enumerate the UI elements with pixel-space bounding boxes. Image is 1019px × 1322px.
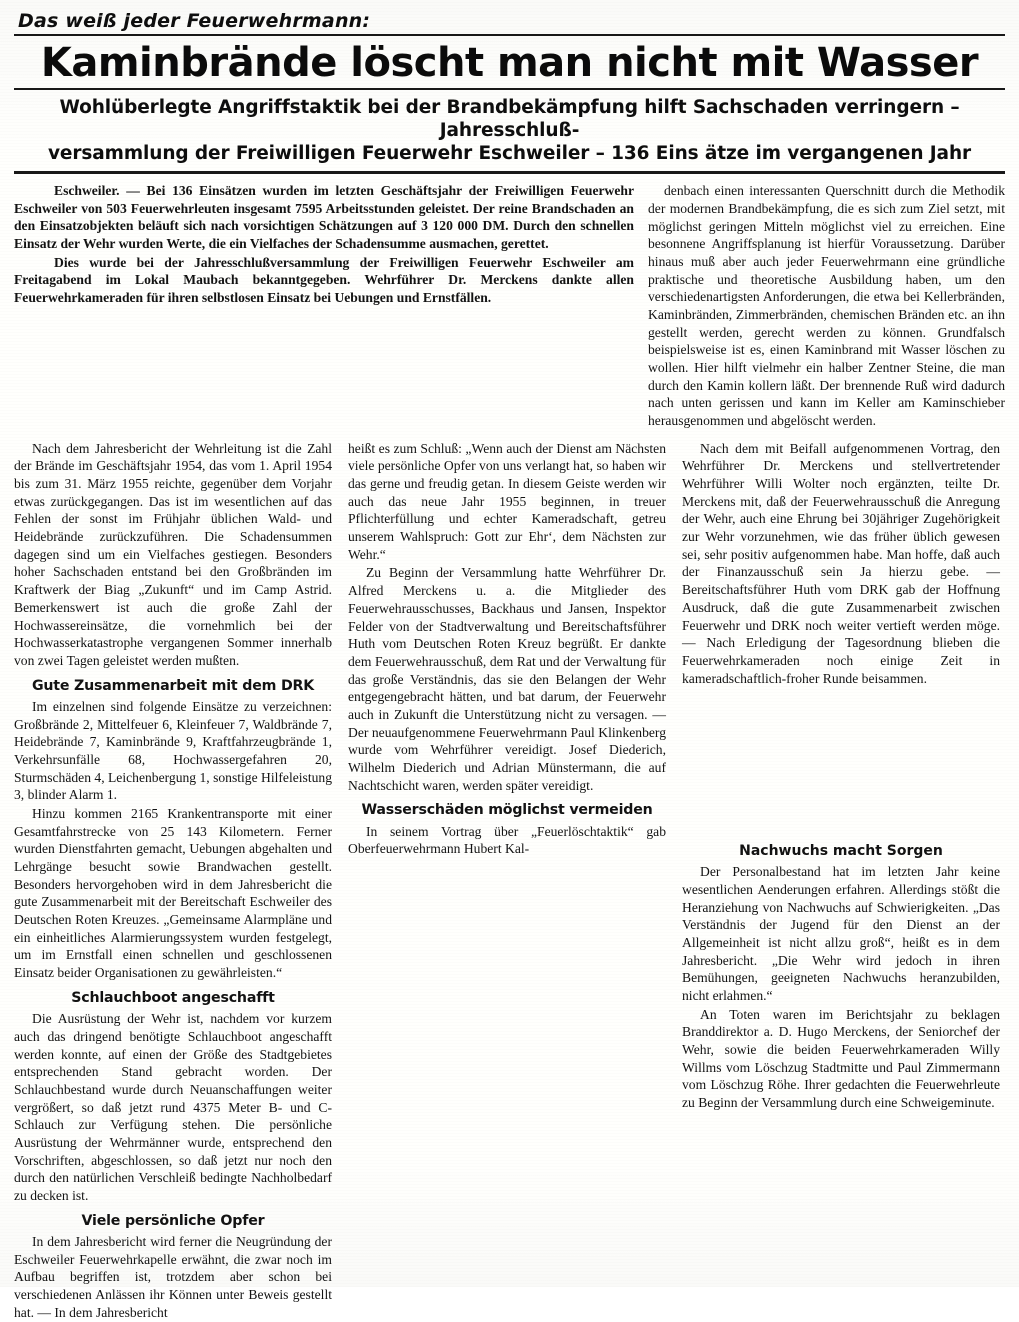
lead-paragraph-1: Eschweiler. — Bei 136 Einsätzen wurden im letzten Geschäftsjahr der Freiwilligen Feuerwehr Eschweiler von 503 Feuerwehrleuten insgesamt 7595 Arbeitsstunden geleistet. Der reine Brandschaden an den Einsatzobjekten beläuft sich nach vorsichtigen Schätzungen auf 3 120 000 DM. Durch den schnellen Einsatz der Wehr wurden Werte, die ein Vielfaches der Schadensumme ausmachen, gerettet. xyxy=(14,183,634,251)
kicker-text: Das weiß jeder Feuerwehrmann: xyxy=(18,10,371,32)
col1-paragraph-2: Im einzelnen sind folgende Einsätze zu verzeichnen: Großbrände 2, Mittelfeuer 6, Kleinfeuer 7, Waldbrände 7, Heidebrände 7, Kaminbrände 9, Kraftfahrzeugbrände 1, Verkehrsunfälle 68, Hochwassergefahren 20, Sturmschäden 4, Leichenbergung 1, sonstige Hilfeleistung 3, blinder Alarm 1. xyxy=(14,698,333,803)
headline: Kaminbrände löscht man nicht mit Wasser xyxy=(40,40,979,86)
main-columns xyxy=(0,432,1019,1322)
rule-under-headline xyxy=(14,88,1005,90)
column-one xyxy=(14,440,332,1322)
subhead-line-1: Wohlüberlegte Angriffstaktik bei der Brandbekämpfung hilft Sachschaden verringern – Jahresschluß- xyxy=(59,97,960,142)
col2-paragraph-2: Zu Beginn der Versammlung hatte Wehrführer Dr. Alfred Merckens u. a. die Mitglieder des Feuerwehrausschusses, Backhaus und Jansen, Inspektor Felder von der Stadtverwaltung und Bereitschaftsführer Huth vom Deutschen Roten Kreuz begrüßt. Er dankte dem Feuerwehrausschuß, dem Rat und der Verwaltung für das große Verständnis, das sie den Belangen der Wehr entgegengebracht hätten, und bat darum, der Feuerwehr auch in Zukunft die Unterstützung nicht zu versagen. — Der neuaufgenommene Feuerwehrmann Paul Klinkenberg wurde vom Wehrführer vereidigt. Josef Diederich, Wilhelm Diederich und Adrian Münstermann, die auf Nachtschicht waren, werden später vereidigt. xyxy=(348,565,666,793)
col1-paragraph-4: Die Ausrüstung der Wehr ist, nachdem vor kurzem auch das dringend benötigte Schlauchboot angeschafft werden konnte, auf einen der Größe des Stadtgebietes entsprechenden Stand gebracht worden. Der Schlauchbestand wurde durch Neuanschaffungen weiter vergrößert, so daß jetzt rund 4375 Meter B- und C-Schlauch zur Verfügung stehen. Die persönliche Ausrüstung der Wehrmänner wurde, entsprechend den Vorschriften, abgeschlossen, so daß jetzt nur noch den durch den natürlichen Verschleiß bedingte Nachholbedarf zu decken ist. xyxy=(14,1011,332,1203)
lead-right-column xyxy=(648,182,1005,431)
column-three xyxy=(682,440,1000,1113)
col2-paragraph-1: heißt es zum Schluß: „Wenn auch der Dienst am Nächsten viele persönliche Opfer von uns verlangt hat, so haben wir das gerne und freudig getan. In diesem Geiste werden wir auch das neue Jahr 1955 beginnen, in treuer Pflichterfüllung und echter Kameradschaft, getreu unserem Wahlspruch: Gott zur Ehr‘, dem Nächsten zur Wehr.“ xyxy=(348,440,666,562)
subhead-line-2: versammlung der Freiwilligen Feuerwehr Eschweiler – 136 Eins ätze im vergangenen Jahr xyxy=(47,143,972,165)
col3-paragraph-1: Nach dem mit Beifall aufgenommenen Vortrag, den Wehrführer Dr. Merckens und stellvertretender Wehrführer Willi Wolter noch ergänzten, teilte Dr. Merckens mit, daß der Feuerwehrausschuß die Anregung der Wehr, auch eine Ehrung bei 30jähriger Zugehörigkeit zur Wehr vorzunehmen, wie das früher üblich gewesen sei, sehr positiv aufgenommen habe. Man hoffe, daß auch der Finanzausschuß sein Ja hierzu gebe. — Bereitschaftsführer Huth vom DRK gab der Hoffnung Ausdruck, daß die gute Zusammenarbeit zwischen Feuerwehr und DRK noch weiter vertieft werden möge. — Nach Erledigung der Tagesordnung blieben die Feuerwehrkameraden noch einige Zeit in kameradschaftlich-froher Runde beisammen. xyxy=(682,440,1000,686)
col1-paragraph-1: Nach dem Jahresbericht der Wehrleitung ist die Zahl der Brände im Geschäftsjahr 1954, das vom 1. April 1954 bis zum 31. März 1955 reichte, gegenüber dem Vorjahr etwas zurückgegangen. Das ist im wesentlichen auf das Fehlen der sonst im Frühjahr üblichen Wald- und Heidebrände zurückzuführen. Die Schadensummen dagegen sind um ein Vielfaches gestiegen. Besonders hoher Sachschaden entstand bei den Großbränden im Kraftwerk der Biag „Zukunft“ und im Camp Astrid. Bemerkenswert ist auch die große Zahl der Hochwassereinsätze, die vornehmlich bei der Hochwasserkatastrophe vergangenen Sommer innerhalb von zwei Tagen geleistet werden mußten. xyxy=(14,440,332,668)
col1-subheading-opfer: Viele persönliche Opfer xyxy=(81,1212,265,1229)
col2-subheading-wasserschaeden: Wasserschäden möglichst vermeiden xyxy=(361,802,653,819)
col1-paragraph-3: Hinzu kommen 2165 Krankentransporte mit einer Gesamtfahrstrecke von 25 143 Kilometern. Ferner wurden Dienstfahrten gemacht, Uebungen abgehalten und Lehrgänge besucht sowie Brandwachen gestellt. Besonders hervorgehoben wird in dem Jahresbericht die gute Zusammenarbeit mit der Bereitschaft Eschweiler des Deutschen Roten Kreuzes. „Gemeinsame Alarmpläne und ein einheitliches Alarmierungssystem wurden festgelegt, um im Ernstfall einen schnellen und geschlossenen Einsatz beider Organisationen zu gewährleisten.“ xyxy=(14,806,332,981)
col3-paragraph-nachwuchs-1: Der Personalbestand hat im letzten Jahr keine wesentlichen Aenderungen erfahren. Allerdings stößt die Heranziehung von Nachwuchs auf Schwierigkeiten. „Das Verständnis der Jugend für den Dienst an der Allgemeinheit ist nicht allzu groß“, heißt es in dem Jahresbericht. „Die Wehr wird jedoch in ihren Bemühungen, geeigneten Nachwuchs heranzubilden, nicht erlahmen.“ xyxy=(682,864,1000,1004)
lead-left-column xyxy=(14,182,634,431)
col3-paragraph-nachwuchs-2: An Toten waren im Berichtsjahr zu beklagen Branddirektor a. D. Hugo Merckens, der Seniorchef der Wehr, sowie die beiden Feuerwehrkameraden Willy Willms vom Löschzug Stadtmitte und Paul Zimmermann vom Löschzug Röhe. Ihrer gedachten die Feuerwehrleute zu Beginn der Versammlung durch eine Schweigeminute. xyxy=(682,1006,1000,1111)
lead-block xyxy=(0,174,1019,431)
lead-paragraph-2: Dies wurde bei der Jahresschlußversammlung der Freiwilligen Feuerwehr Eschweiler am Freitagabend im Lokal Maubach bekanntgegeben. Wehrführer Dr. Merckens dankte allen Feuerwehrkameraden für ihren selbstlosen Einsatz bei Uebungen und Ernstfällen. xyxy=(14,254,634,305)
col3-subheading-nachwuchs: Nachwuchs macht Sorgen xyxy=(739,843,943,860)
col1-subheading-schlauchboot: Schlauchboot angeschafft xyxy=(71,989,275,1006)
col3-spacer xyxy=(682,688,1000,838)
lead-right-paragraph-1: denbach einen interessanten Querschnitt durch die Methodik der modernen Brandbekämpfung, die es sich zum Ziel setzt, mit möglichst geringen Mitteln möglichst viel zu erreichen. Eine besonnene Angriffsplanung ist hierfür Voraussetzung. Darüber hinaus muß aber auch jeder Feuerwehrmann eine gründliche praktische und theoretische Ausbildung haben, um den verschiedenartigsten Anforderungen, die etwa bei Kellerbränden, Kaminbränden, Zimmerbränden, chemischen Bränden etc. an ihn gestellt werden, gerecht werden zu können. Grundfalsch beispielsweise ist es, einen Kaminbrand mit Wasser löschen zu wollen. Hier hilft vielmehr ein halber Zentner Steine, die man durch den Kamin kollern läßt. Der brennende Ruß wird dadurch nach unten gerissen und kann im Keller am Kaminschieber herausgenommen und abgelöscht werden. xyxy=(648,183,1005,429)
col1-subheading-drk: Gute Zusammenarbeit mit dem DRK xyxy=(31,677,315,694)
masthead xyxy=(0,0,1019,174)
col2-paragraph-3: In seinem Vortrag über „Feuerlöschtaktik“ gab Oberfeuerwehrmann Hubert Kal- xyxy=(348,823,666,857)
col1-paragraph-5: In dem Jahresbericht wird ferner die Neugründung der Eschweiler Feuerwehrkapelle erwähnt, die zwar noch im Aufbau begriffen ist, trotzdem aber schon bei verschiedenen Anlässen ihr Können unter Beweis gestellt hat. — In dem Jahresbericht xyxy=(14,1234,332,1320)
column-two xyxy=(348,440,666,859)
rule-under-kicker xyxy=(14,34,1005,36)
